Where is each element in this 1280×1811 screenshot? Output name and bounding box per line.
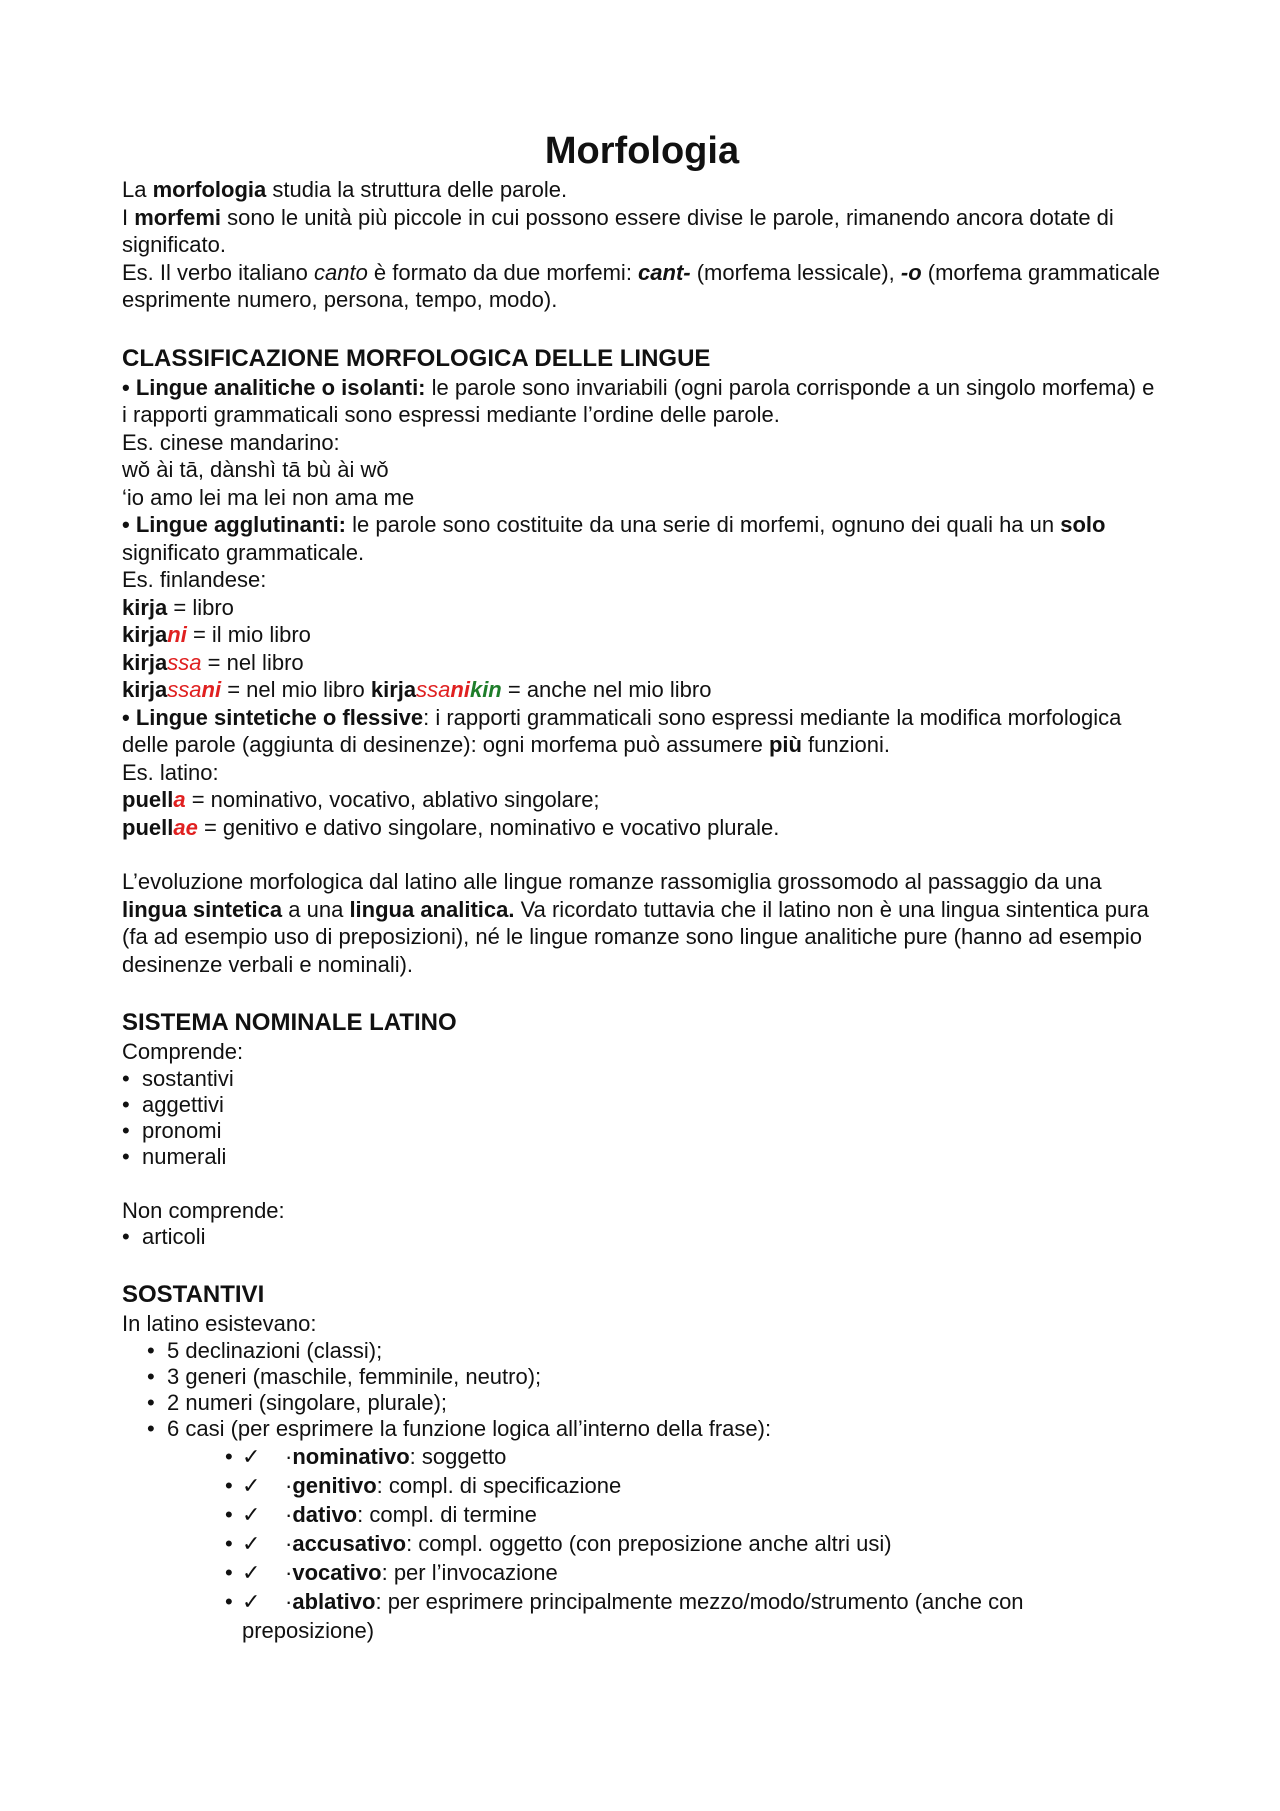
sintetiche-paragraph: • Lingue sintetiche o flessive: i rapporti grammaticali sono espressi mediante la modifica morfologica delle parole (aggiunta di desinenze): ogni morfema può assumere più funzioni. — [122, 704, 1122, 757]
cinese-translation: ‘io amo lei ma lei non ama me — [122, 484, 415, 510]
sostantivi-list — [122, 1338, 1162, 1442]
check-icon: ✓ — [242, 1530, 261, 1556]
finnish-example-3: kirjassa = nel libro — [122, 649, 304, 675]
finlandese-label: Es. finlandese: — [122, 567, 267, 592]
finnish-example-1: kirja = libro — [122, 594, 234, 620]
list-item: • 6 casi (per esprimere la funzione logica all’interno della frase): — [122, 1416, 1162, 1442]
comprende-label: Comprende: — [122, 1039, 244, 1064]
list-item: • aggettivi — [122, 1092, 1162, 1118]
check-icon: ✓ — [242, 1588, 261, 1614]
caso-item: • ✓ ·nominativo: soggetto — [225, 1443, 507, 1469]
document-page — [122, 0, 1162, 1645]
list-item: • articoli — [122, 1224, 1162, 1250]
evoluzione-paragraph: L’evoluzione morfologica dal latino alle lingue romanze rassomiglia grossomodo al passaggio da una lingua sintetica a una lingua analitica. Va ricordato tuttavia che il latino non è una lingua sintentica pura (fa ad esempio uso di preposizioni), né le lingue romanze sono lingue analitiche pure (hanno ad esempio desinenze verbali e nominali). — [122, 869, 1149, 977]
check-icon: ✓ — [242, 1559, 261, 1585]
caso-item: • ✓ ·vocativo: per l’invocazione — [225, 1559, 558, 1585]
list-item: • 3 generi (maschile, femminile, neutro); — [122, 1364, 1162, 1390]
check-icon: ✓ — [242, 1472, 261, 1498]
heading-sostantivi: SOSTANTIVI — [122, 1281, 265, 1308]
sostantivi-intro: In latino esistevano: — [122, 1311, 317, 1336]
heading-classificazione: CLASSIFICAZIONE MORFOLOGICA DELLE LINGUE — [122, 344, 711, 372]
latin-example-1: puella = nominativo, vocativo, ablativo singolare; — [122, 787, 600, 812]
casi-list — [122, 1442, 1162, 1645]
list-item: • 2 numeri (singolare, plurale); — [122, 1390, 1162, 1416]
caso-item: • ✓ ·ablativo: per esprimere principalmente mezzo/modo/strumento (anche con — [225, 1588, 1024, 1614]
intro-line-3: Es. Il verbo italiano canto è formato da due morfemi: cant- (morfema lessicale), -o (morfema grammaticale esprimente numero, persona, tempo, modo). — [122, 259, 1161, 312]
list-item: • pronomi — [122, 1118, 1162, 1144]
list-item: • sostantivi — [122, 1066, 1162, 1092]
heading-sistema-nominale: SISTEMA NOMINALE LATINO — [122, 1009, 457, 1036]
agglutinanti-paragraph: • Lingue agglutinanti: le parole sono costituite da una serie di morfemi, ognuno dei quali ha un solo significato grammaticale. — [122, 512, 1106, 565]
intro-line-1: La morfologia studia la struttura delle parole. — [122, 177, 568, 202]
caso-continuation: preposizione) — [242, 1617, 375, 1643]
caso-item: • ✓ ·accusativo: compl. oggetto (con preposizione anche altri usi) — [225, 1530, 892, 1556]
non-comprende-label: Non comprende: — [122, 1197, 285, 1223]
non-comprende-list — [122, 1224, 1162, 1250]
check-icon: ✓ — [242, 1501, 261, 1527]
cinese-label: Es. cinese mandarino: — [122, 429, 340, 455]
intro-line-2: I morfemi sono le unità più piccole in cui possono essere divise le parole, rimanendo ancora dotate di significato. — [122, 204, 1114, 257]
list-item: • numerali — [122, 1144, 1162, 1170]
analitiche-paragraph: • Lingue analitiche o isolanti: le parole sono invariabili (ogni parola corrisponde a un singolo morfema) e i rapporti grammaticali sono espressi mediante l’ordine delle parole. — [122, 374, 1155, 427]
comprende-list — [122, 1066, 1162, 1170]
check-icon: ✓ — [242, 1443, 261, 1469]
finnish-example-2: kirjani = il mio libro — [122, 622, 311, 647]
cinese-example: wǒ ài tā, dànshì tā bù ài wǒ — [122, 457, 389, 482]
caso-item: • ✓ ·dativo: compl. di termine — [225, 1501, 537, 1527]
page-title: Morfologia — [544, 130, 740, 172]
caso-item: • ✓ ·genitivo: compl. di specificazione — [225, 1472, 622, 1498]
finnish-example-4: kirjassani = nel mio libro kirjassanikin = anche nel mio libro — [122, 677, 712, 702]
latin-example-2: puellae = genitivo e dativo singolare, nominativo e vocativo plurale. — [122, 814, 780, 840]
latino-label: Es. latino: — [122, 759, 219, 785]
list-item: • 5 declinazioni (classi); — [122, 1338, 1162, 1364]
